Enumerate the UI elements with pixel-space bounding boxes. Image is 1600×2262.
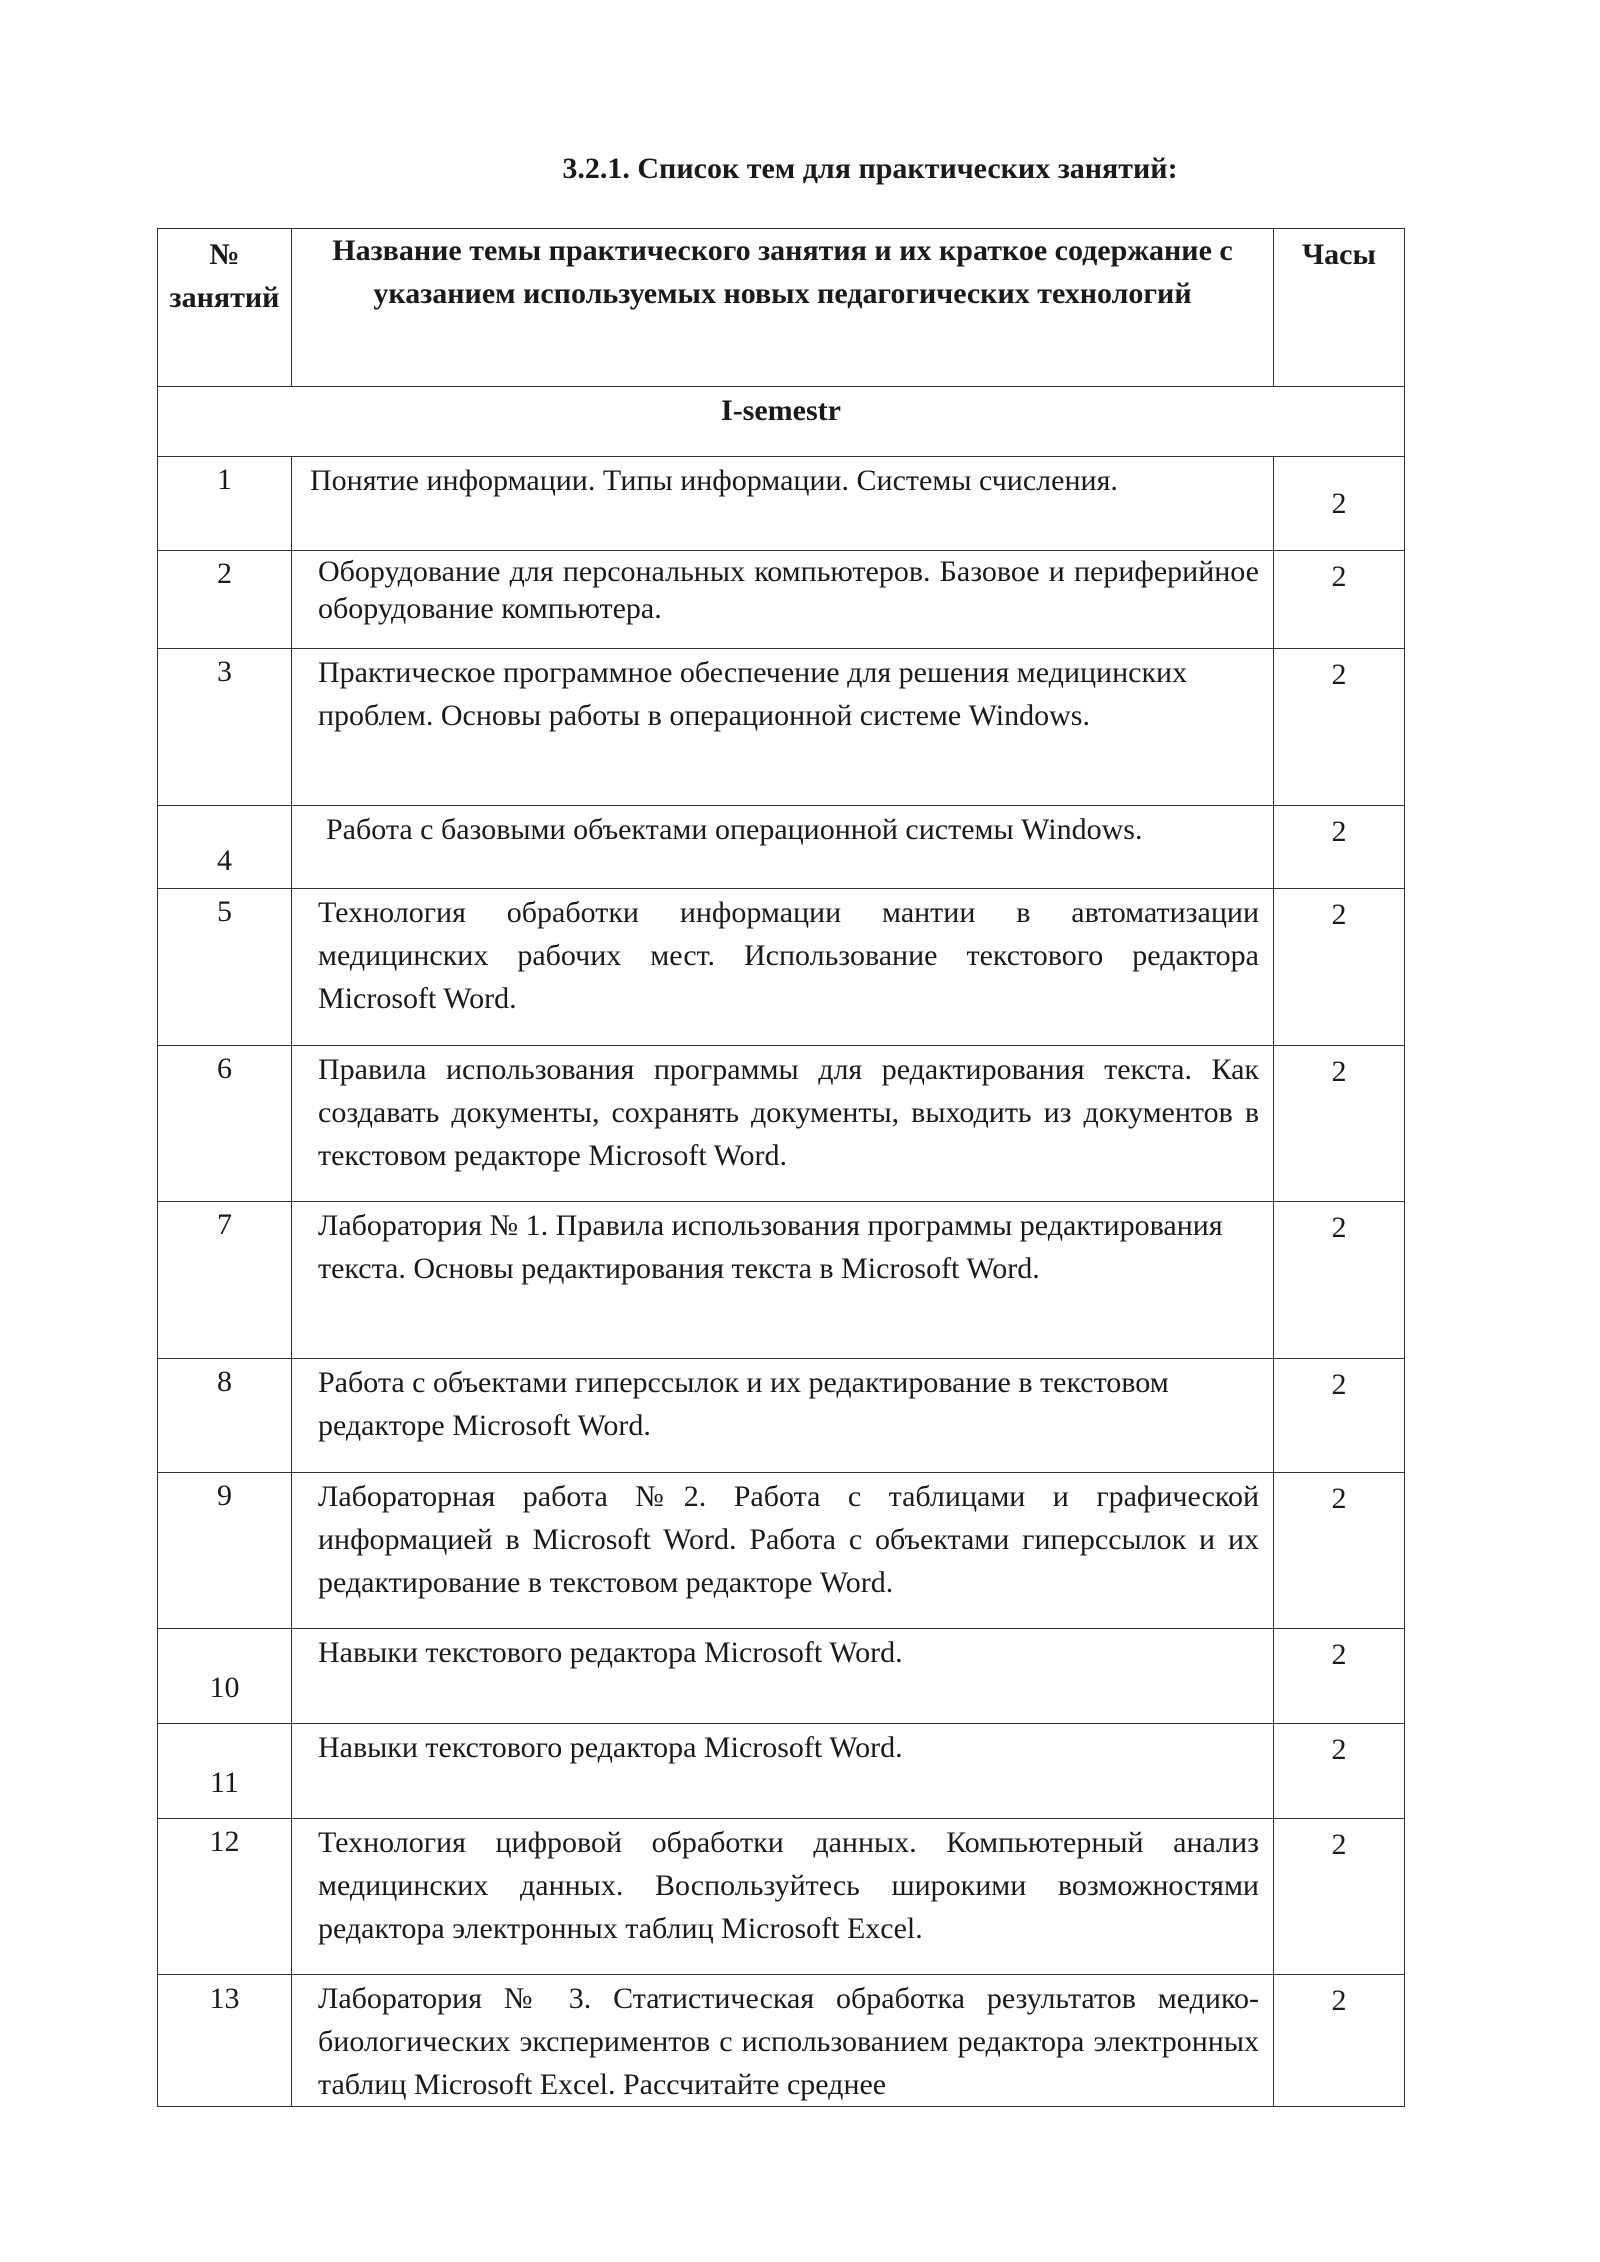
row-hours: 2 [1274,1629,1405,1724]
header-topic: Название темы практического занятия и их краткое содержание с указанием используемых новых педагогических технологий [292,229,1274,387]
row-hours: 2 [1274,1724,1405,1819]
row-hours: 2 [1274,457,1405,551]
header-hours: Часы [1274,229,1405,387]
row-number: 4 [158,806,292,889]
table-row [158,1629,1405,1724]
row-hours: 2 [1274,1975,1405,2107]
row-topic: Лабораторная работа №2. Работа с таблицами и графической информацией в Microsoft Word. Работа с объектами гиперссылок и их редактирование в текстовом редакторе Word. [292,1473,1274,1629]
row-topic: Правила использования программы для редактирования текста. Как создавать документы, сохранять документы, выходить из документов в текстовом редакторе Microsoft Word. [292,1046,1274,1202]
table-row [158,1473,1405,1629]
table-row [158,1359,1405,1473]
row-topic: Навыки текстового редактора Microsoft Word. [292,1629,1274,1724]
row-hours: 2 [1274,806,1405,889]
table-row [158,1046,1405,1202]
row-number: 1 [158,457,292,551]
table-row [158,806,1405,889]
header-row [158,229,1405,387]
table-row [158,889,1405,1046]
header-number: № занятий [158,229,292,387]
row-number: 6 [158,1046,292,1202]
table-row [158,1819,1405,1975]
row-number: 7 [158,1202,292,1359]
row-topic: Практическое программное обеспечение для решения медицинских проблем. Основы работы в операционной системе Windows. [292,649,1274,806]
row-number: 2 [158,551,292,649]
row-topic: Оборудование для персональных компьютеров. Базовое и периферийное оборудование компьютера. [292,551,1274,649]
table-row [158,1975,1405,2107]
row-hours: 2 [1274,649,1405,806]
row-number: 3 [158,649,292,806]
row-hours: 2 [1274,1046,1405,1202]
row-number: 11 [158,1724,292,1819]
row-topic: Работа с базовыми объектами операционной системы Windows. [292,806,1274,889]
row-number: 13 [158,1975,292,2107]
row-hours: 2 [1274,1202,1405,1359]
row-topic: Понятие информации. Типы информации. Системы счисления. [292,457,1274,551]
row-topic: Лаборатория № 3. Статистическая обработка результатов медико-биологических экспериментов с использованием редактора электронных таблиц Microsoft Excel. Рассчитайте среднее [292,1975,1274,2107]
table-row [158,457,1405,551]
row-topic: Лаборатория № 1. Правила использования программы редактирования текста. Основы редактирования текста в Microsoft Word. [292,1202,1274,1359]
table-row [158,1202,1405,1359]
row-hours: 2 [1274,889,1405,1046]
topics-table [157,228,1405,2107]
row-number: 9 [158,1473,292,1629]
semester-row [158,387,1405,457]
semester-label: I-semestr [158,387,1405,457]
row-hours: 2 [1274,1819,1405,1975]
section-title: 3.2.1. Список тем для практических занятий: [562,152,1178,185]
row-topic: Навыки текстового редактора Microsoft Word. [292,1724,1274,1819]
row-topic: Технология цифровой обработки данных. Компьютерный анализ медицинских данных. Воспользуйтесь широкими возможностями редактора электронных таблиц Microsoft Excel. [292,1819,1274,1975]
row-topic: Работа с объектами гиперссылок и их редактирование в текстовом редакторе Microsoft Word. [292,1359,1274,1473]
table-row [158,649,1405,806]
row-number: 8 [158,1359,292,1473]
table-row [158,1724,1405,1819]
row-hours: 2 [1274,1359,1405,1473]
row-topic: Технология обработки информации мантии в автоматизации медицинских рабочих мест. Использование текстового редактора Microsoft Word. [292,889,1274,1046]
row-number: 5 [158,889,292,1046]
row-number: 12 [158,1819,292,1975]
row-hours: 2 [1274,551,1405,649]
row-number: 10 [158,1629,292,1724]
table-row [158,551,1405,649]
row-hours: 2 [1274,1473,1405,1629]
